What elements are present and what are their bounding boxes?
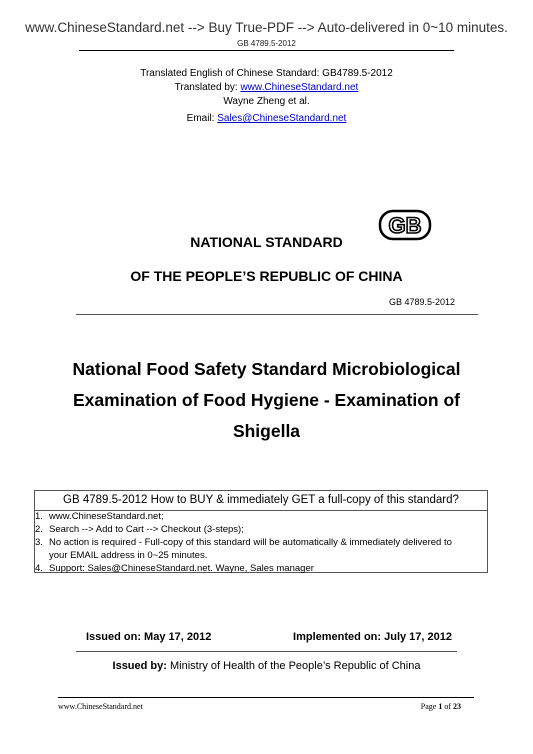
issue-rule [76,651,457,652]
title-rule [76,314,478,315]
translator-line [0,82,533,93]
list-item [35,510,487,523]
issued-by-line [0,660,533,672]
email-label: Email: [186,113,218,124]
issued-by-label: Issued by: [112,660,167,672]
page-current: 1 [438,702,443,711]
list-item [35,523,487,536]
translator-link[interactable]: www.ChineseStandard.net [240,82,359,93]
page-number [421,702,461,711]
translator-label: Translated by: [174,82,241,93]
page-of: of [442,702,453,711]
document-title-line: Examination of Food Hygiene - Examination of [73,390,460,410]
purchase-steps-list [35,510,487,575]
list-item [35,562,487,575]
translator-names: Wayne Zheng et al. [223,96,310,107]
list-item-number: 1. [35,511,43,522]
document-title-line: National Food Safety Standard Microbiological [72,359,461,379]
list-item-number: 3. [35,537,43,548]
page-label: Page [420,702,439,711]
implemented-on-date: Implemented on: July 17, 2012 [293,631,452,643]
list-item-text: Search --> Add to Cart --> Checkout (3-steps); [49,524,244,535]
list-item-text: No action is required - Full-copy of this standard will be automatically & immediately delivered to [49,537,452,548]
list-item-text[interactable]: www.ChineseStandard.net; [49,511,164,522]
running-header: GB 4789.5-2012 [237,39,296,48]
page-total: 23 [453,702,461,711]
header-rule [79,50,454,51]
translation-line: Translated English of Chinese Standard: GB4789.5-2012 [140,68,393,79]
purchase-info-heading: GB 4789.5-2012 How to BUY & immediately GET a full-copy of this standard? [63,494,459,506]
promo-banner[interactable]: www.ChineseStandard.net --> Buy True-PDF --> Auto-delivered in 0~10 minutes. [25,20,508,35]
purchase-info-box [34,490,488,573]
national-standard-subtitle: OF THE PEOPLE’S REPUBLIC OF CHINA [130,268,403,284]
email-link[interactable]: Sales@ChineseStandard.net [217,113,347,124]
footer-rule [58,697,474,698]
list-item-continuation: your EMAIL address in 0~25 minutes. [49,550,208,561]
document-title [60,354,473,447]
email-line [0,113,533,124]
footer-link[interactable]: www.ChineseStandard.net [58,702,143,711]
list-item [35,536,487,562]
issued-by-value: Ministry of Health of the People’s Republic of China [166,660,421,672]
list-item-number: 4. [35,563,43,574]
national-standard-title: NATIONAL STANDARD [190,234,343,250]
list-item-text: Support: Sales@ChineseStandard.net. Wayne, Sales manager [49,563,314,574]
svg-text:GB: GB [388,213,422,238]
standard-code: GB 4789.5-2012 [388,297,455,307]
list-item-number: 2. [35,524,43,535]
document-title-line: Shigella [232,421,301,441]
issued-on-date: Issued on: May 17, 2012 [86,631,212,643]
